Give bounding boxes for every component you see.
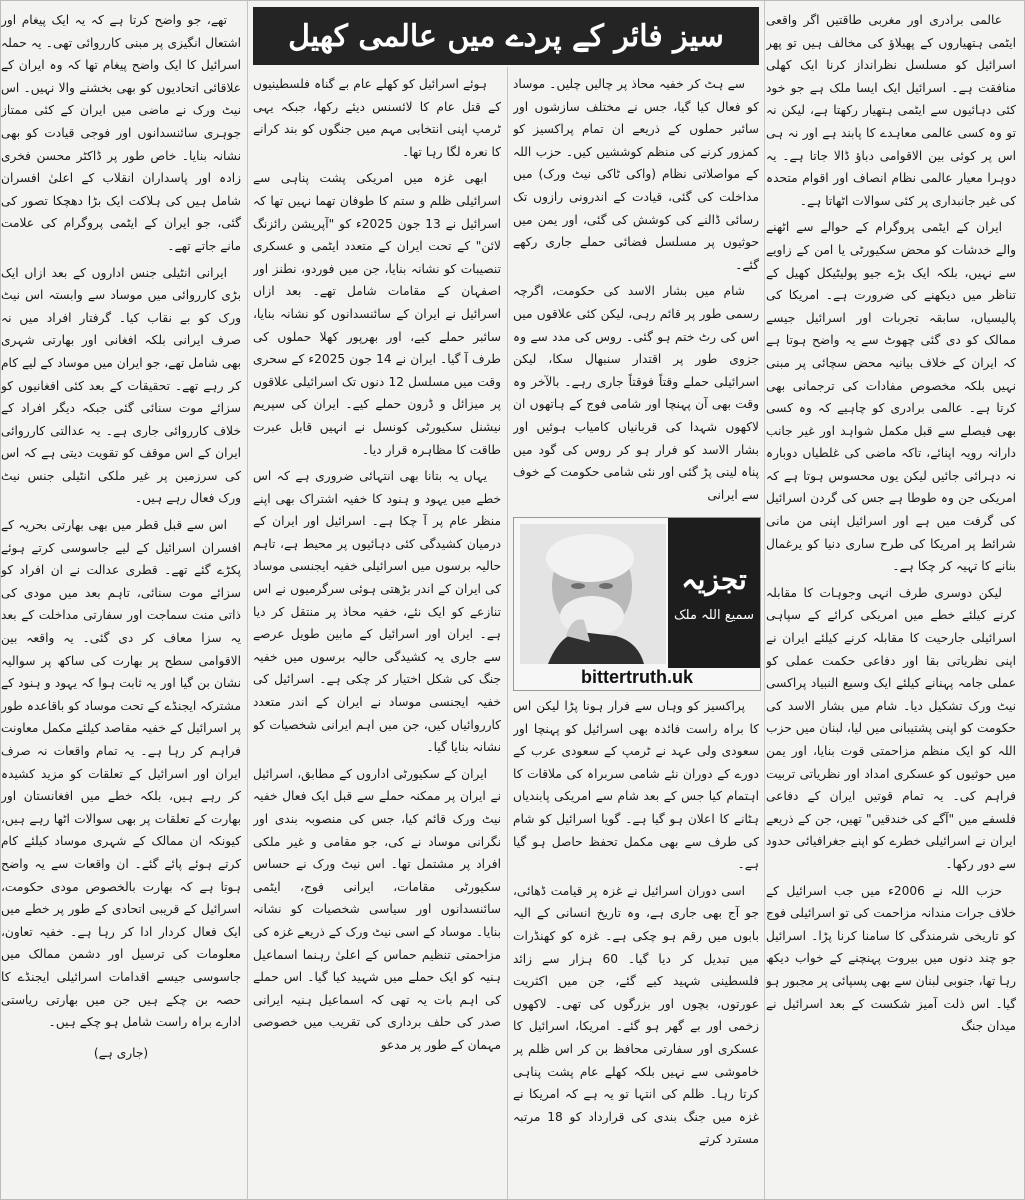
author-portrait-image bbox=[520, 524, 666, 664]
column-rule bbox=[507, 67, 508, 1199]
col2-text bbox=[513, 73, 759, 506]
article-paragraph: سے ہٹ کر خفیہ محاذ پر چالیں چلیں۔ موساد کو فعال کیا گیا، جس نے مختلف سازشوں اور سائبر حملوں کے ذریعے ان تمام پراکسیز کو کمزور کرنے کی منظم کوششیں کیں۔ حزب اللہ کے مواصلاتی نظام (واکی ٹاکی نیٹ ورک) میں مداخلت کی گئی، قیادت کے اندرونی رازوں تک رسائی ڈالنے کی کوشش کی گئی، اور یمن میں حوثیوں پر مسلسل فضائی حملے جاری رکھے گئے۔ bbox=[513, 77, 759, 272]
article-paragraph: حزب اللہ نے 2006ء میں جب اسرائیل کے خلاف جرات مندانہ مزاحمت کی تو اسرائیلی فوج کو تاریخی شرمندگی کا سامنا کرنا پڑا۔ اسرائیل جو چند دنوں میں بیروت پہنچنے کے خواب دیکھ رہا تھا، جنوبی لبنان سے بھی پسپائی پر مجبور ہو گیا۔ اس ذلت آمیز شکست کے بعد اسرائیل نے میدان جنگ bbox=[766, 883, 1016, 1034]
article-column-2-bottom bbox=[513, 695, 759, 1191]
article-paragraph: پراکسیز کو وہاں سے فرار ہونا پڑا لیکن اس کا براہ راست فائدہ بھی اسرائیل کو پہنچا اور سعودی ولی عہد نے ٹرمپ کے سعودی عرب کے دورے کے دوران نئے شامی سربراہ کی ملاقات کا اہتمام کیا جس کے بعد شام سے امریکی پابندیاں ہٹانے کا اعلان ہو گیا ہے۔ گویا اسرائیل کو شام کی طرف سے بھی مکمل تحفظ حاصل ہو گیا ہے۔ bbox=[513, 699, 759, 872]
article-paragraph: ایران کے ایٹمی پروگرام کے حوالے سے اٹھنے والے خدشات کو محض سکیورٹی یا امن کے زاویے سے نہیں، بلکہ ایک بڑے جیو پولیٹیکل کھیل کے تناظر میں دیکھنے کی ضرورت ہے۔ امریکا کی پالیسیاں، سابقہ تجربات اور اسرائیل جیسے ممالک کو دی گئی چھوٹ سے یہ واضح ہوتا ہے کہ ایران کے خلاف بیانیہ محض سچائی پر مبنی نہیں بلکہ مخصوص مفادات کی ترجمانی بھی کرتا ہے۔ عالمی برادری کو چاہیے کہ وہ کسی بھی فیصلے سے قبل مکمل شواہد اور غیر جانب دارانہ رویہ اپنائے، تاکہ ماضی کی غلطیاں دوبارہ نہ دہرائی جائیں لیکن یوں محسوس ہوتا ہے کہ امریکی جن وہ طوطا ہے جس کی گردن اسرائیل کی گرفت میں ہے اور اسرائیل اپنی من مانی شرائط پر امریکا کی طرح ساری دنیا کو یرغمال بنانے کا تہیہ کر چکا ہے۔ bbox=[766, 220, 1016, 574]
article-paragraph: یہاں یہ بتانا بھی انتہائی ضروری ہے کہ اس خطے میں یہود و ہنود کا خفیہ اشتراک بھی اپنے منظر عام پر آ چکا ہے۔ اسرائیل اور ایران کے درمیان کشیدگی کئی دہائیوں پر محیط ہے، تاہم حالیہ برسوں میں اسرائیلی خفیہ ایجنسی موساد کی ایران کے اندر بڑھتی ہوئی سرگرمیوں نے اس تنازعے کو ایک نئے، خفیہ محاذ پر منتقل کر دیا ہے۔ ایران اور اسرائیل کے مابین طویل عرصے سے جاری یہ کشیدگی حالیہ برسوں میں خفیہ جنگ کی شکل اختیار کر چکی ہے۔ اسرائیل کی خفیہ ایجنسی موساد نے ایران کے اندر متعدد کارروائیاں کیں، جن میں اہم ایرانی شخصیات کو نشانہ بنایا گیا۔ bbox=[253, 469, 501, 755]
article-column-4 bbox=[1, 9, 241, 1191]
article-paragraph: تھے، جو واضح کرتا ہے کہ یہ ایک پیغام اور اشتعال انگیزی پر مبنی کارروائی تھی۔ یہ حملہ اسرائیل کا ایک واضح پیغام تھا کہ وہ ایران کے علاقائی اتحادیوں کو بھی بخشنے والا نہیں۔ اس نیٹ ورک نے ماضی میں ایران کے کئی ممتاز جوہری سائنسدانوں اور فوجی قیادت کو بھی نشانہ بنایا۔ خاص طور پر ڈاکٹر محسن فخری زادہ اور پاسداران انقلاب کے اعلیٰ افسران شامل ہیں کی ہلاکت ایک بڑا دھچکا تصور کی گئی، جو ایران کے ایٹمی پروگرام کی علامت مانے جاتے تھے۔ bbox=[1, 13, 241, 253]
col4-text bbox=[1, 9, 241, 1034]
author-name: سمیع اللہ ملک bbox=[674, 608, 754, 623]
column-rule bbox=[764, 1, 765, 1199]
analysis-tag-panel bbox=[668, 518, 760, 668]
article-paragraph: ہوئے اسرائیل کو کھلے عام بے گناہ فلسطینیوں کے قتل عام کا لائسنس دیئے رکھا، جبکہ یہی ٹرمپ اپنی انتخابی مہم میں جنگوں کو بند کرانے کا نعرہ لگا رہا تھا۔ bbox=[253, 77, 501, 159]
author-photo bbox=[520, 524, 666, 664]
article-column-2-top bbox=[513, 73, 759, 513]
article-paragraph: لیکن دوسری طرف انہی وجوہات کا مقابلہ کرنے کیلئے خطے میں امریکی کرائے کے سپاہی اسرائیلی جارحیت کا مقابلہ کرنے کیلئے ایران نے اپنی نظریاتی بقا اور دفاعی حکمت عملی کو عملی جامہ پہنانے کیلئے ایک وسیع النبیاد پراکسی نیٹ ورک تشکیل دیا۔ شام میں بشار الاسد کی حکومت کو اپنی پشتیبانی میں لیا، لبنان میں حزب اللہ کو ایک منظم مزاحمتی قوت بنایا، اور یمن میں حوثیوں کو عسکری امداد اور نظریاتی تربیت فراہم کی۔ یہ تمام قوتیں ایران کے دفاعی فلسفے میں "آگے کی خندقیں" تھیں، جن کے ذریعے ایران نے اسرائیلی خطرے کو اپنے جغرافیائی حدود سے دور رکھا۔ bbox=[766, 585, 1016, 871]
section-label: تجزیہ bbox=[681, 563, 747, 596]
article-headline: سیز فائر کے پردے میں عالمی کھیل bbox=[253, 7, 759, 65]
col3-text bbox=[253, 73, 501, 1057]
article-column-3 bbox=[253, 73, 501, 1191]
col1-text bbox=[766, 9, 1016, 1038]
column-rule bbox=[247, 1, 248, 1199]
article-paragraph: عالمی برادری اور مغربی طاقتیں اگر واقعی ایٹمی ہتھیاروں کے پھیلاؤ کی مخالف ہیں تو پھر اسرائیل کو مسلسل نظرانداز کرنا ایک کھلی منافقت ہے۔ اسرائیل ایک ایسا ملک ہے جو خود کئی دہائیوں سے ایٹمی ہتھیار رکھتا ہے، لیکن نہ تو وہ کسی عالمی معاہدے کا پابند ہے اور نہ ہی اس پر کوئی بین الاقوامی دباؤ ڈالا جاتا ہے۔ یہ دوہرا معیار عالمی نظام انصاف اور اقوام متحدہ کی غیر جانبداری پر کئی سوالات اٹھاتا ہے۔ bbox=[766, 13, 1016, 208]
article-paragraph: ایرانی انٹیلی جنس اداروں کے بعد ازاں ایک بڑی کارروائی میں موساد سے وابستہ اس نیٹ ورک کو بے نقاب کیا۔ گرفتار افراد میں نہ صرف ایرانی بلکہ افغانی اور بھارتی شہری بھی شامل تھے، جو ایران میں موساد کے لیے کام کر رہے تھے۔ تحقیقات کے بعد کئی افغانیوں کو سزائے موت سنائی گئی جبکہ دیگر افراد کے خلاف کارروائی جاری ہے۔ یہ عدالتی کارروائی ایران کے اس موقف کو تقویت دیتی ہے کہ اس کی سرزمین پر غیر ملکی انٹیلی جنس نیٹ ورک فعال رہے ہیں۔ bbox=[1, 265, 241, 506]
website-label[interactable]: bittertruth.uk bbox=[581, 667, 693, 687]
continued-note: (جاری ہے) bbox=[93, 1045, 149, 1060]
article-paragraph: اسی دوران اسرائیل نے غزہ پر قیامت ڈھائی، جو آج بھی جاری ہے، وہ تاریخ انسانی کے الیہ بابوں میں رقم ہو چکی ہے۔ غزہ کو کھنڈرات میں تبدیل کر دیا گیا۔ 60 ہزار سے زائد فلسطینی شہید کیے گئے، جن میں اکثریت عورتوں، بچوں اور بزرگوں کی تھی۔ لاکھوں زخمی اور بے گھر ہو گئے۔ امریکا، اسرائیل کا عسکری اور سفارتی محافظ بن کر اس ظلم پر خاموشی سے نہیں بلکہ کھلے عام پشت پناہی کرتا رہا۔ ظلم کی انتہا تو یہ ہے کہ امریکا نے غزہ میں جنگ بندی کی قرارداد کو 18 مرتبہ مسترد کرتے bbox=[513, 883, 759, 1147]
col2b-text bbox=[513, 695, 759, 1151]
article-paragraph: شام میں بشار الاسد کی حکومت، اگرچہ رسمی طور پر قائم رہی، لیکن کئی علاقوں میں اس کی رٹ ختم ہو گئی۔ روس کی مدد سے وہ جزوی طور پر اقتدار سنبھال سکا، لیکن اسرائیلی حملے وقتاً فوقتاً جاری رہے۔ بالآخر وہ وقت بھی آن پہنچا اور شامی فوج کے ہاتھوں ان لاکھوں شہدا کی قربانیاں کامیاب ہوئیں اور بشار الاسد کو فرار ہو کر روس کی گود میں پناہ لینی پڑ گئی اور نئی شامی حکومت کے خوف سے ایرانی bbox=[513, 284, 759, 502]
article-paragraph: ابھی غزہ میں امریکی پشت پناہی سے اسرائیلی ظلم و ستم کا طوفان تھما نہیں تھا کہ اسرائیل نے 13 جون 2025ء کو "آپریشن رائزنگ لائن" کے تحت ایران کے متعدد ایٹمی و عسکری تنصیبات کو نشانہ بنایا، جن میں فوردو، نطنز اور اصفہان کے مقامات شامل تھے۔ بعد ازاں اسرائیل نے ایران کے سائنسدانوں کو نشانہ بنایا، سائبر حملے کیے، اور بھرپور کھلا حملوں کی طرف آ گیا۔ ایران نے 14 جون 2025ء کے سحری وقت میں مسلسل 12 دنوں تک اسرائیلی علاقوں پر میزائل و ڈرون حملے کیے۔ ایران کی سپریم نیشنل سکیورٹی کونسل نے انہیں قابل عبرت طاقت کا مظاہرہ قرار دیا۔ bbox=[253, 171, 501, 457]
article-paragraph: اس سے قبل قطر میں بھی بھارتی بحریہ کے افسران اسرائیل کے لیے جاسوسی کرتے ہوئے پکڑے گئے تھے۔ قطری عدالت نے ان افراد کو سزائے موت سنائی، تاہم بعد میں مودی کی ذاتی منت سماجت اور سفارتی مداخلت کے بعد یہ سزا معاف کر دی گئی۔ یہ واقعہ بین الاقوامی سطح پر بھارت کی ساکھ پر سوالیہ نشان بن گیا اور یہ ثابت ہوا کہ یہود و ہنود کے مشترکہ ایجنڈے کے تحت موساد کو باقاعدہ طور پر اسرائیل کے خفیہ مقاصد کیلئے مکمل معاونت فراہم کر رہا ہے۔ یہ تمام واقعات نہ صرف ایران اور اسرائیل کے تعلقات کو مزید کشیدہ کر رہے ہیں، بلکہ خطے میں افغانستان اور بھارت کے تعلقات پر بھی سوالات اٹھا رہے ہیں، کیونکہ ان ممالک کے شہری موساد کیلئے کام کرتے ہوئے پائے گئے۔ ان واقعات سے یہ واضح ہوتا ہے کہ بھارت بالخصوص مودی حکومت، اسرائیل کے قریبی اتحادی کے طور پر خطے میں ایک فعال کردار ادا کر رہا ہے۔ خفیہ تعاون، معلومات کی ترسیل اور دشمن ممالک میں جاسوسی جیسے اقدامات اسرائیلی ایجنڈے کا حصہ بن چکے ہیں جن میں بھارتی ریاستی ادارے براہ راست شامل ہو چکے ہیں۔ bbox=[1, 518, 241, 1030]
article-column-1 bbox=[766, 9, 1016, 1191]
byline-box bbox=[513, 517, 761, 691]
article-paragraph: ایران کے سکیورٹی اداروں کے مطابق، اسرائیل نے ایران پر ممکنہ حملے سے قبل ایک فعال خفیہ نیٹ ورک قائم کیا، جس کی منصوبہ بندی اور نگرانی موساد نے کی، جو مقامی و غیر ملکی افراد پر مشتمل تھا۔ اس نیٹ ورک نے حساس سکیورٹی مقامات، ایرانی فوج، ایٹمی سائنسدانوں اور سیاسی شخصیات کو نشانہ بنایا۔ موساد کے اسی نیٹ ورک کے ذریعے غزہ کی مزاحمتی تنظیم حماس کے اعلیٰ رہنما اسماعیل ہنیہ کو ایک حملے میں شہید کیا گیا۔ اس حملے کی اہم بات یہ تھی کہ اسماعیل ہنیہ ایرانی صدر کی حلف برداری کی تقریب میں خصوصی مہمان کے طور پر مدعو bbox=[253, 766, 501, 1052]
